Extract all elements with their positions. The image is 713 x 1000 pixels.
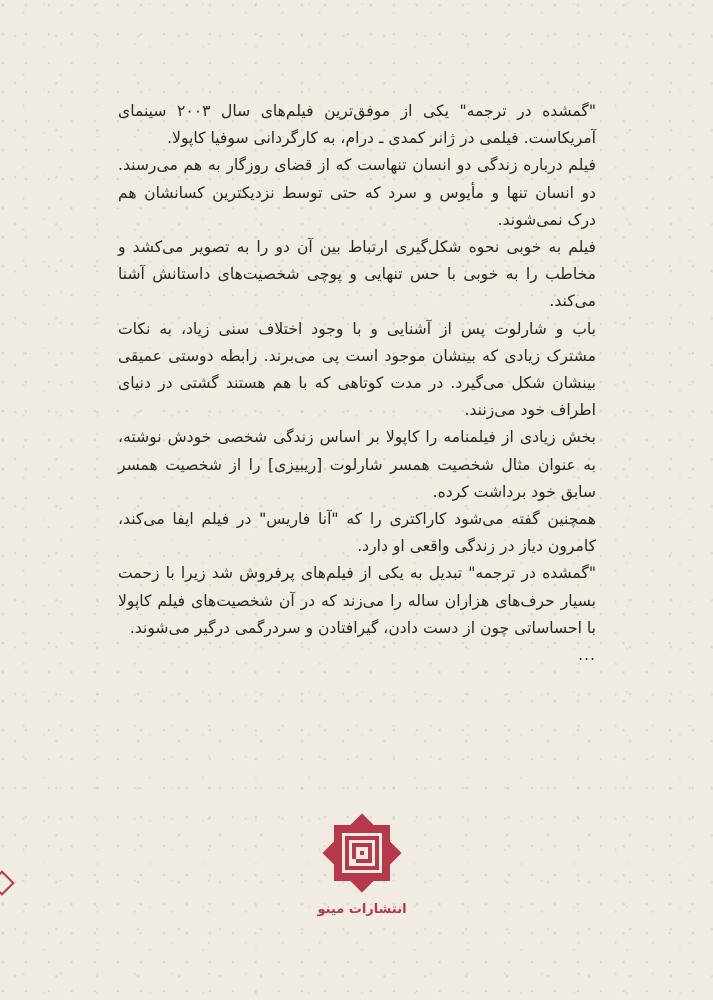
paragraph-characters: باب و شارلوت پس از آشنایی و با وجود اختلاف سنی زیاد، به نکات مشترک زیادی که بینشان موجود است پی می‌برند. رابطه دوستی عمیقی بینشان شکل می‌گیرد. در مدت کوتاهی که با هم هستند گشتی در دنیای اطراف خود می‌زنند. xyxy=(118,319,596,420)
paragraph-casting: همچنین گفته می‌شود کاراکتری را که "آنا فاریس" در فیلم ایفا می‌کند، کامرون دیاز در زندگی واقعی او دارد. xyxy=(118,510,596,556)
edge-diamond-mark xyxy=(0,870,15,895)
synopsis-text xyxy=(118,98,596,669)
paragraph-intro: "گمشده در ترجمه" یکی از موفق‌ترین فیلم‌های سال ۲۰۰۳ سینمای آمریکاست. فیلمی در ژانر کمدی ـ درام، به کارگردانی سوفیا کاپولا. xyxy=(118,102,597,148)
publisher-logo xyxy=(317,808,407,928)
publisher-name: انتشارات مینو xyxy=(317,902,407,917)
paragraph-success: "گمشده در ترجمه" تبدیل به یکی از فیلم‌های پرفروش شد زیرا با زحمت بسیار حرف‌های هزاران ساله را می‌زند که در آن شخصیت‌های فیلم کاپولا با احساساتی چون از دست دادن، گیرافتادن و سردرگمی درگیر می‌شوند. xyxy=(118,564,596,637)
paragraph-plot: فیلم درباره زندگی دو انسان تنهاست که از قضای روزگار به هم می‌رسند. دو انسان تنها و مأیوس و سرد که حتی توسط نزدیکترین کسانشان هم درک نمی‌شوند. xyxy=(118,156,596,229)
continuation-ellipsis: ... xyxy=(578,646,596,665)
paragraph-portrayal: فیلم به خوبی نحوه شکل‌گیری ارتباط بین آن دو را به تصویر می‌کشد و مخاطب را به خوبی با حس تنهایی و پوچی شخصیت‌های داستانش آشنا می‌کند. xyxy=(118,238,596,311)
publisher-emblem-icon xyxy=(317,808,407,898)
paragraph-screenplay: بخش زیادی از فیلمنامه را کاپولا بر اساس زندگی شخصی خودش نوشته، به عنوان مثال شخصیت همسر شارلوت [ریبیزی] را از شخصیت همسر سابق خود برداشت کرده. xyxy=(118,428,596,501)
